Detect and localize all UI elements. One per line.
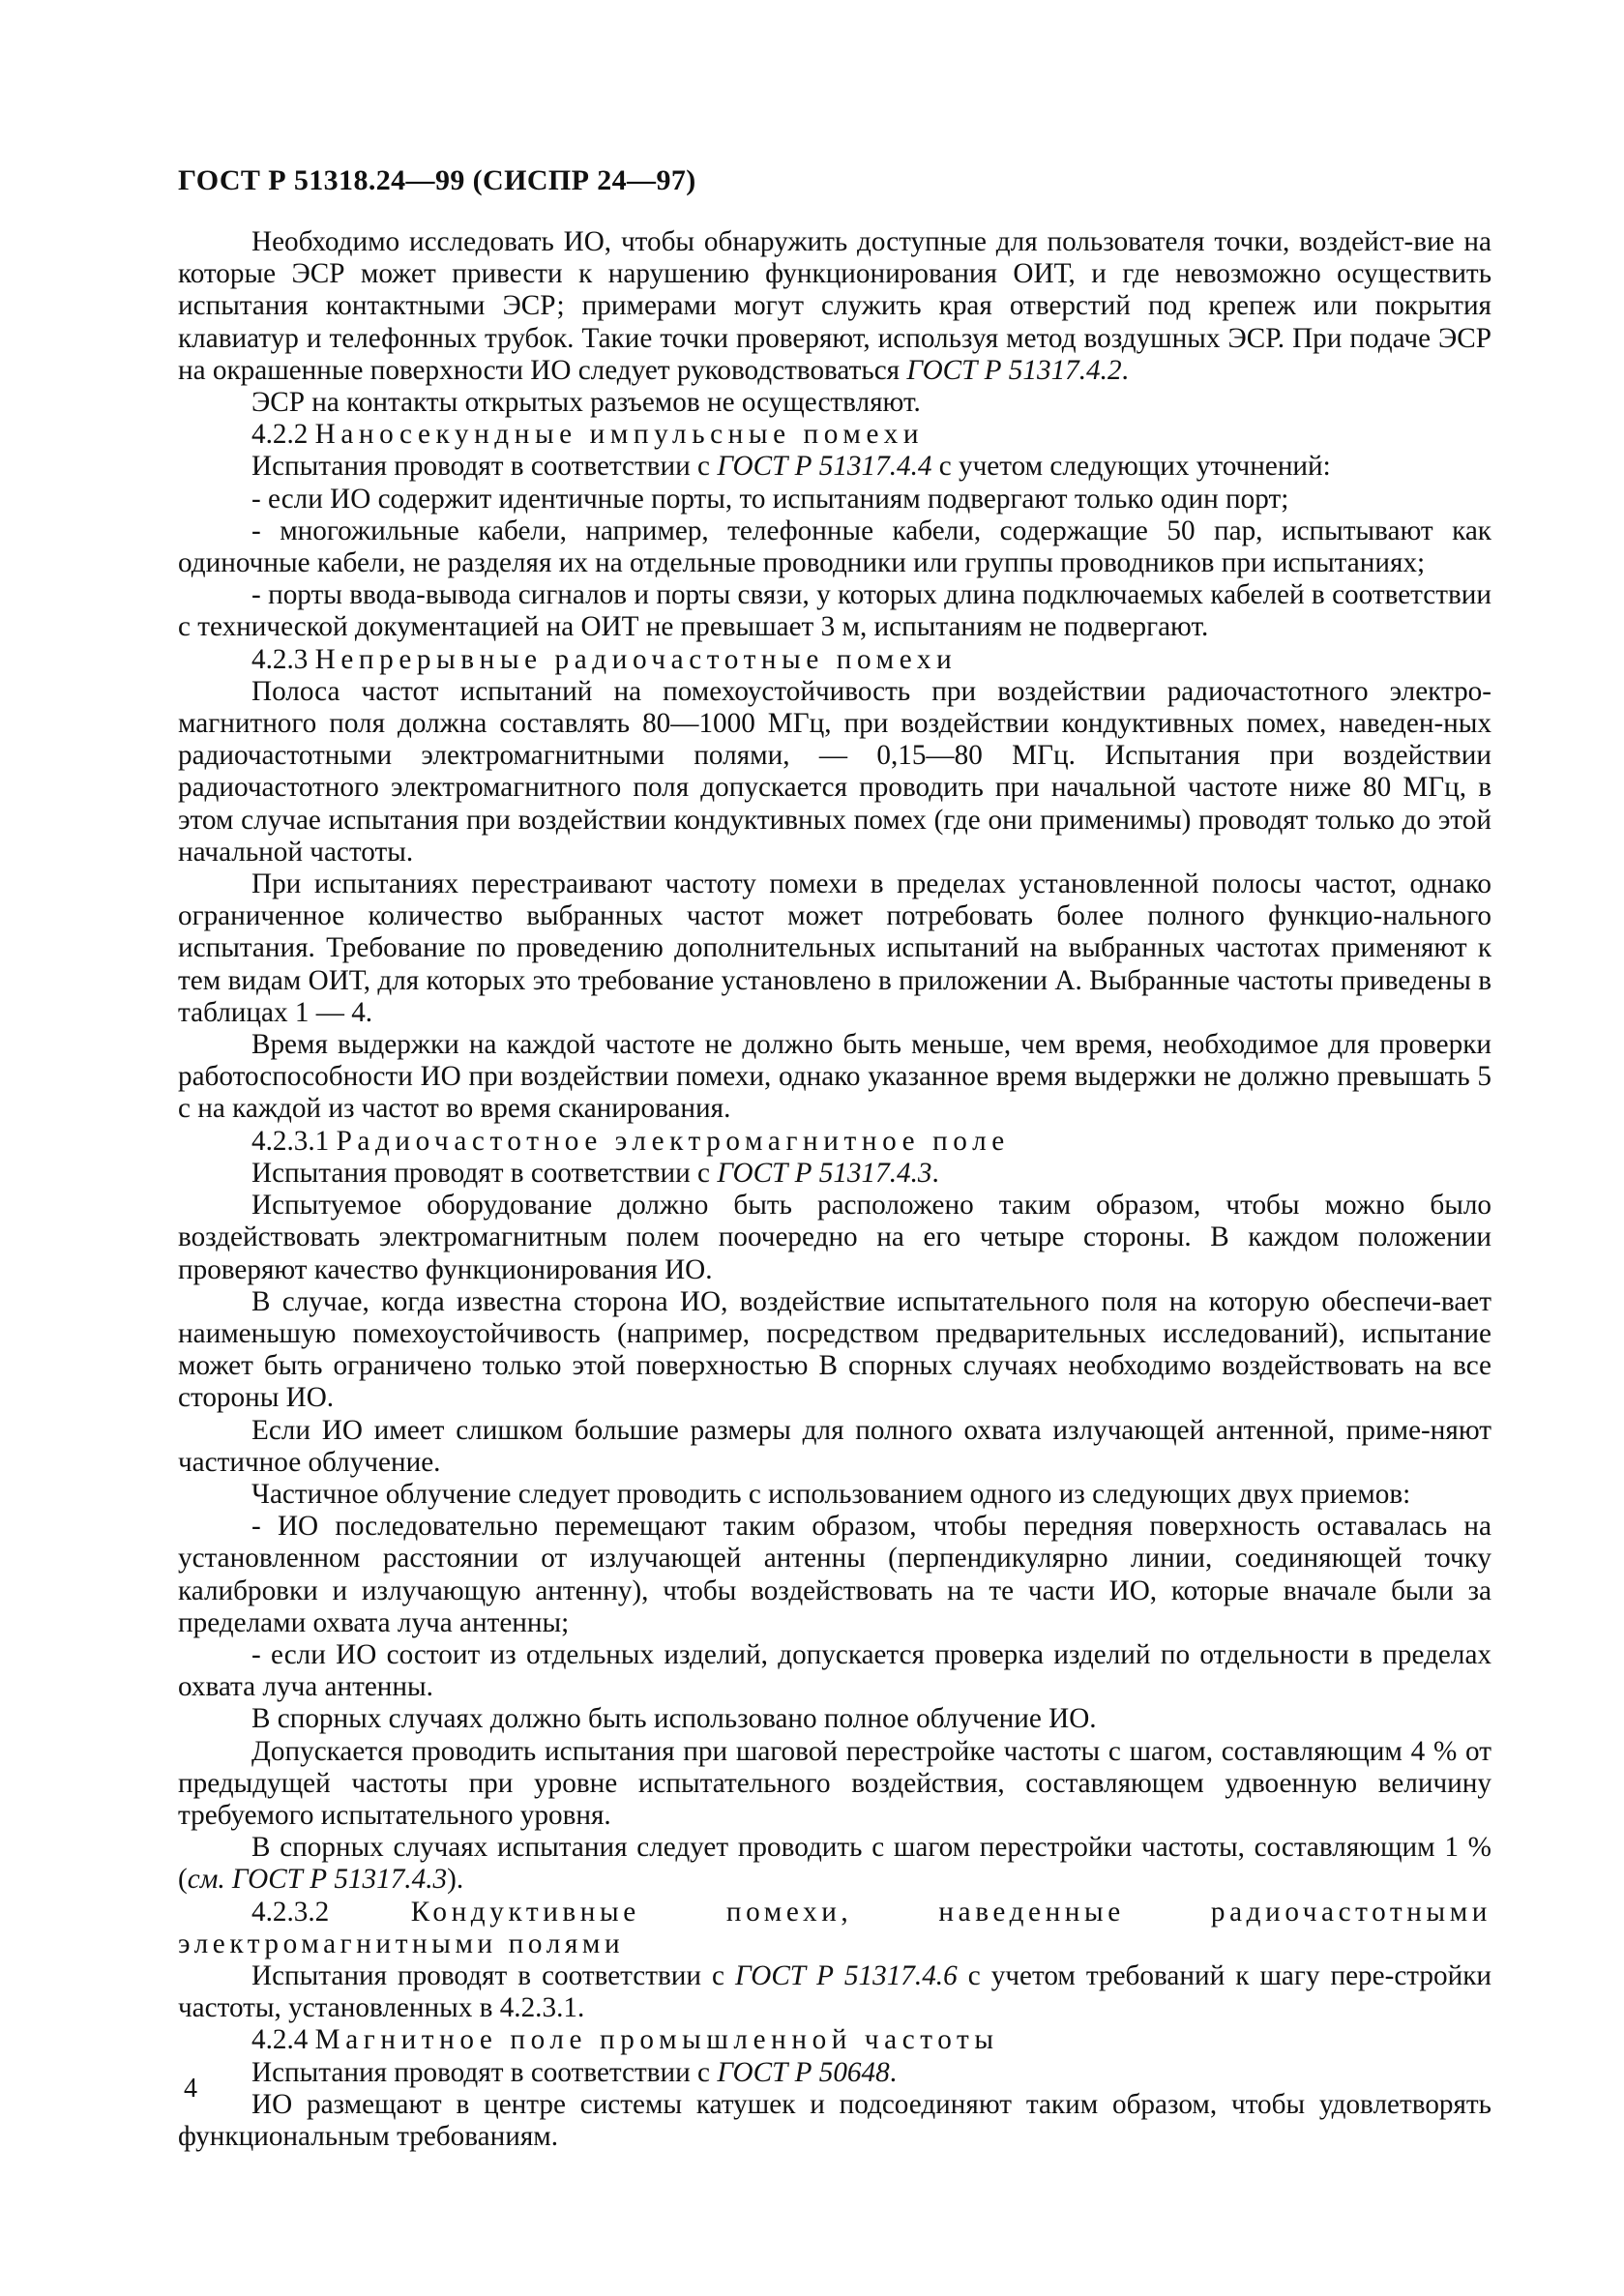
standard-reference: ГОСТ Р 50648 <box>717 2056 890 2088</box>
list-item: - многожильные кабели, например, телефонные кабели, содержащие 50 пар, испытывают как одиночные кабели, не разделяя их на отдельные проводники или группы проводников при испытаниях; <box>178 515 1491 579</box>
paragraph: Допускается проводить испытания при шаговой перестройке частоты с шагом, составляющим 4 % от предыдущей частоты при уровне испытательного воздействия, составляющем удвоенную величину требуемого испытательного уровня. <box>178 1735 1491 1831</box>
paragraph: Полоса частот испытаний на помехоустойчивость при воздействии радиочастотного электро-магнитного поля должна составлять 80—1000 МГц, при воздействии кондуктивных помех, наведен-ных радиочастотными электромагнитными полями, — 0,15—80 МГц. Испытания при воздействии радиочастотного электромагнитного поля допускается проводить при начальной частоте ниже 80 МГц, в этом случае испытания при воздействии кондуктивных помех (где они применимы) проводят только до этой начальной частоты. <box>178 675 1491 868</box>
list-item: - если ИО содержит идентичные порты, то испытаниям подвергают только один порт; <box>251 483 1289 515</box>
paragraph: Необходимо исследовать ИО, чтобы обнаружить доступные для пользователя точки, воздейст-вие на которые ЭСР может привести к нарушению функционирования ОИТ, и где невозможно осуществить испытания контактными ЭСР; примерами могут служить края отверстий под крепеж или покрытия клавиатур и телефонных трубок. Такие точки проверяют, используя метод воздушных ЭСР. При подаче ЭСР на окрашенные поверхности ИО следует руководствоваться ГОСТ Р 51317.4.2. <box>178 226 1491 386</box>
section-title: Кондуктивные помехи, наведенные радиочастотными электромагнитными полями <box>178 1896 1491 1959</box>
paragraph: В спорных случаях должно быть использовано полное облучение ИО. <box>251 1703 1097 1735</box>
paragraph: При испытаниях перестраивают частоту помехи в пределах установленной полосы частот, однако ограниченное количество выбранных частот может потребовать более полного функцио-нального испытания. Требование по проведению дополнительных испытаний на выбранных частотах применяют к тем видам ОИТ, для которых это требование установлено в приложении А. Выбранные частоты приведены в таблицах 1 — 4. <box>178 868 1491 1028</box>
document-header: ГОСТ Р 51318.24—99 (СИСПР 24—97) <box>178 164 696 196</box>
paragraph: Частичное облучение следует проводить с использованием одного из следующих двух приемов: <box>251 1478 1411 1510</box>
standard-reference: ГОСТ Р 51317.4.6 <box>735 1959 958 1991</box>
standard-reference: ГОСТ Р 51317.4.2 <box>906 354 1122 386</box>
section-title: Магнитное поле промышленной частоты <box>314 2024 999 2056</box>
section-title: Наносекундные импульсные помехи <box>314 419 925 451</box>
subsection-heading <box>178 644 1491 676</box>
section-number: 4.2.3 <box>251 643 309 675</box>
standard-reference: см. ГОСТ Р 51317.4.3 <box>187 1864 448 1896</box>
paragraph: ЭСР на контакты открытых разъемов не осуществляют. <box>251 387 921 419</box>
paragraph: Испытания проводят в соответствии с ГОСТ Р 50648. <box>251 2056 897 2088</box>
standard-reference: ГОСТ Р 51317.4.3 <box>717 1157 932 1189</box>
paragraph: Испытуемое оборудование должно быть расположено таким образом, чтобы можно было воздействовать электромагнитным полем поочередно на его четыре стороны. В каждом положении проверяют качество функционирования ИО. <box>178 1190 1491 1285</box>
section-number: 4.2.3.1 <box>251 1125 330 1157</box>
document-body <box>178 226 1491 2153</box>
section-number: 4.2.2 <box>251 419 309 451</box>
paragraph: ИО размещают в центре системы катушек и подсоединяют таким образом, чтобы удовлетворять функциональным требованиям. <box>178 2088 1491 2152</box>
paragraph: В спорных случаях испытания следует проводить с шагом перестройки частоты, составляющим 1 % (см. ГОСТ Р 51317.4.3). <box>178 1832 1491 1896</box>
subsection-heading <box>178 419 1491 451</box>
subsection-heading <box>178 1897 1491 1960</box>
paragraph: Если ИО имеет слишком большие размеры для полного охвата излучающей антенной, приме-няют частичное облучение. <box>178 1414 1491 1478</box>
subsection-heading <box>178 1126 1491 1158</box>
paragraph: Испытания проводят в соответствии с ГОСТ Р 51317.4.6 с учетом требований к шагу пере-стройки частоты, установленных в 4.2.3.1. <box>178 1959 1491 2024</box>
list-item: - порты ввода-вывода сигналов и порты связи, у которых длина подключаемых кабелей в соответствии с технической документацией на ОИТ не превышает 3 м, испытаниям не подвергают. <box>178 579 1491 643</box>
section-number: 4.2.4 <box>251 2024 309 2056</box>
paragraph: Время выдержки на каждой частоте не должно быть меньше, чем время, необходимое для проверки работоспособности ИО при воздействии помехи, однако указанное время выдержки не должно превышать 5 с на каждой из частот во время сканирования. <box>178 1029 1491 1125</box>
standard-reference: ГОСТ Р 51317.4.4 <box>717 451 932 483</box>
page-number: 4 <box>184 2074 197 2104</box>
paragraph: Испытания проводят в соответствии с ГОСТ Р 51317.4.3. <box>251 1157 939 1189</box>
section-number: 4.2.3.2 <box>251 1896 330 1928</box>
list-item: - ИО последовательно перемещают таким образом, чтобы передняя поверхность оставалась на установленном расстоянии от излучающей антенны (перпендикулярно линии, соединяющей точку калибровки и излучающую антенну), чтобы воздействовать на те части ИО, которые вначале были за пределами охвата луча антенны; <box>178 1511 1491 1638</box>
list-item: - если ИО состоит из отдельных изделий, допускается проверка изделий по отдельности в пределах охвата луча антенны. <box>178 1638 1491 1703</box>
section-title: Непрерывные радиочастотные помехи <box>314 643 958 675</box>
paragraph: В случае, когда известна сторона ИО, воздействие испытательного поля на которую обеспечи-вает наименьшую помехоустойчивость (например, посредством предварительных исследований), испытание может быть ограничено только этой поверхностью В спорных случаях необходимо воздействовать на все стороны ИО. <box>178 1285 1491 1414</box>
section-title: Радиочастотное электромагнитное поле <box>336 1125 1010 1157</box>
paragraph: Испытания проводят в соответствии с ГОСТ Р 51317.4.4 с учетом следующих уточнений: <box>251 451 1331 483</box>
subsection-heading <box>178 2024 1491 2056</box>
